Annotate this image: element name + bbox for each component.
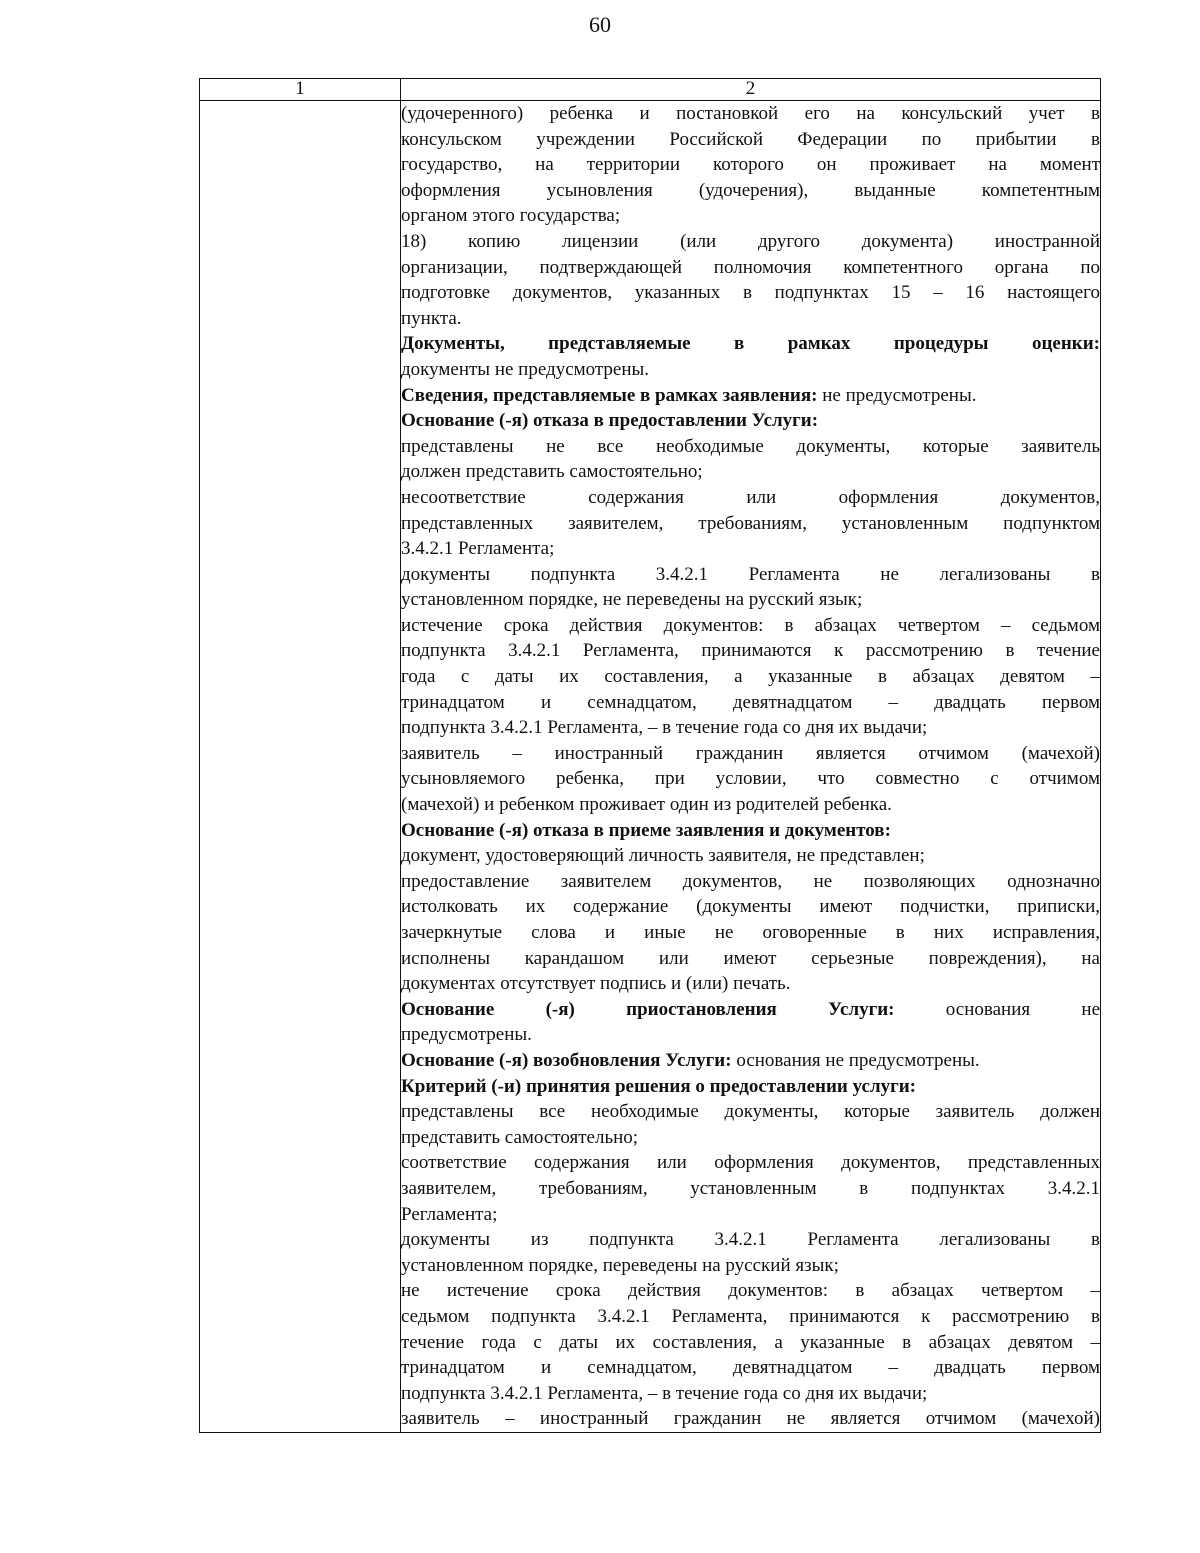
line-text: представленных заявителем, требованиям, установленным подпунктом (401, 512, 1100, 534)
text-line (401, 1048, 1100, 1074)
line-text: заявитель – иностранный гражданин является отчимом (мачехой) (401, 742, 1100, 764)
line-text: предоставление заявителем документов, не позволяющих однозначно (401, 870, 1100, 892)
text-line (401, 383, 1100, 409)
line-text: заявителем, требованиям, установленным в подпунктах 3.4.2.1 (401, 1177, 1100, 1199)
line-text: органом этого государства; (401, 205, 621, 227)
line-text: несоответствие содержания или оформления документов, (401, 486, 1100, 508)
line-text: (удочеренного) ребенка и постановкой его на консульский учет в (401, 103, 1100, 124)
text-line (401, 1202, 1100, 1228)
line-text: истолковать их содержание (документы имеют подчистки, приписки, (401, 896, 1100, 918)
content-table (199, 78, 1101, 1433)
line-text: Регламента; (401, 1203, 498, 1225)
text-line (401, 562, 1100, 588)
line-text: должен представить самостоятельно; (401, 461, 703, 483)
text-line (401, 408, 1100, 434)
line-text: установленном порядке, не переведены на русский язык; (401, 589, 863, 611)
column-header-1: 1 (200, 79, 401, 101)
text-line (401, 971, 1100, 997)
bold-heading: Основание (-я) отказа в приеме заявления и документов: (401, 819, 891, 841)
line-text: 18) копию лицензии (или другого документа) иностранной (401, 230, 1100, 252)
text-line (401, 101, 1100, 127)
bold-heading: Основание (-я) отказа в предоставлении Услуги: (401, 410, 819, 432)
line-text: подготовке документов, указанных в подпунктах 15 – 16 настоящего (401, 282, 1100, 304)
text-line (401, 818, 1100, 844)
bold-heading: Сведения, представляемые в рамках заявления: (401, 384, 818, 406)
text-line (401, 536, 1100, 562)
text-line (401, 1022, 1100, 1048)
text-line (401, 255, 1100, 281)
line-text: оформления усыновления (удочерения), выданные компетентным (401, 179, 1100, 201)
line-text: государство, на территории которого он проживает на момент (401, 154, 1100, 176)
text-line (401, 1074, 1100, 1100)
line-text: документы из подпункта 3.4.2.1 Регламента легализованы в (401, 1229, 1100, 1251)
bold-heading: Документы, представляемые в рамках процедуры оценки: (401, 333, 1100, 355)
text-line (401, 843, 1100, 869)
bold-heading: Критерий (-и) принятия решения о предоставлении услуги: (401, 1075, 917, 1097)
text-line (401, 1253, 1100, 1279)
text-line (401, 1304, 1100, 1330)
text-line (401, 792, 1100, 818)
line-text: подпункта 3.4.2.1 Регламента, – в течение года со дня их выдачи; (401, 1382, 928, 1404)
line-text: не истечение срока действия документов: в абзацах четвертом – (401, 1280, 1100, 1302)
text-line (401, 1227, 1100, 1253)
line-text: предусмотрены. (401, 1024, 532, 1046)
text-line (401, 1406, 1100, 1432)
line-text: документы не предусмотрены. (401, 358, 650, 380)
text-line (401, 613, 1100, 639)
text-line (401, 203, 1100, 229)
line-text: течение года с даты их составления, а указанные в абзацах девятом – (401, 1331, 1100, 1353)
text-line (401, 715, 1100, 741)
text-line (401, 280, 1100, 306)
text-line (401, 997, 1100, 1023)
text-line (401, 152, 1100, 178)
line-text: исполнены карандашом или имеют серьезные повреждения), на (401, 947, 1100, 969)
line-text: документ, удостоверяющий личность заявителя, не представлен; (401, 845, 925, 867)
text-line (401, 306, 1100, 332)
line-text: 3.4.2.1 Регламента; (401, 538, 555, 560)
column-header-2: 2 (401, 79, 1101, 101)
text-line (401, 638, 1100, 664)
text-line (401, 766, 1100, 792)
table-cell-column-1 (200, 101, 401, 1433)
text-lines (401, 101, 1100, 1432)
text-line (401, 1099, 1100, 1125)
bold-heading: Основание (-я) возобновления Услуги: (401, 1049, 732, 1071)
line-text: представить самостоятельно; (401, 1126, 639, 1148)
text-line (401, 869, 1100, 895)
text-line (401, 127, 1100, 153)
line-text: заявитель – иностранный гражданин не является отчимом (мачехой) (401, 1408, 1100, 1430)
line-text: основания не (894, 998, 1100, 1020)
line-text: зачеркнутые слова и иные не оговоренные в них исправления, (401, 922, 1100, 943)
text-line (401, 690, 1100, 716)
text-line (401, 1150, 1100, 1176)
line-text: (мачехой) и ребенком проживает один из родителей ребенка. (401, 794, 892, 816)
line-text: тринадцатом и семнадцатом, девятнадцатом – двадцать первом (401, 691, 1100, 713)
line-text: седьмом подпункта 3.4.2.1 Регламента, принимаются к рассмотрению в (401, 1305, 1100, 1327)
text-line (401, 1125, 1100, 1151)
line-text: установленном порядке, переведены на русский язык; (401, 1254, 839, 1276)
line-text: подпункта 3.4.2.1 Регламента, – в течение года со дня их выдачи; (401, 717, 928, 739)
line-text: консульском учреждении Российской Федерации по прибытии в (401, 128, 1100, 150)
table-row (200, 101, 1101, 1433)
text-line (401, 434, 1100, 460)
text-line (401, 920, 1100, 946)
text-line (401, 587, 1100, 613)
text-line (401, 331, 1100, 357)
text-line (401, 741, 1100, 767)
text-line (401, 1330, 1100, 1356)
text-line (401, 459, 1100, 485)
table-header-row (200, 79, 1101, 101)
text-line (401, 946, 1100, 972)
line-text: представлены все необходимые документы, которые заявитель должен (401, 1101, 1100, 1123)
text-line (401, 511, 1100, 537)
text-line (401, 1355, 1100, 1381)
bold-heading: Основание (-я) приостановления Услуги: (401, 998, 895, 1020)
line-text: усыновляемого ребенка, при условии, что совместно с отчимом (401, 768, 1100, 790)
text-line (401, 1176, 1100, 1202)
text-line (401, 229, 1100, 255)
text-line (401, 1381, 1100, 1407)
text-line (401, 178, 1100, 204)
text-line (401, 894, 1100, 920)
text-line (401, 1278, 1100, 1304)
line-text: тринадцатом и семнадцатом, девятнадцатом – двадцать первом (401, 1357, 1100, 1379)
text-line (401, 357, 1100, 383)
line-text: года с даты их составления, а указанные в абзацах девятом – (401, 666, 1100, 688)
line-text: организации, подтверждающей полномочия компетентного органа по (401, 256, 1100, 278)
text-line (401, 664, 1100, 690)
line-text: документах отсутствует подпись и (или) печать. (401, 973, 791, 995)
line-text: документы подпункта 3.4.2.1 Регламента не легализованы в (401, 563, 1100, 585)
page-number: 60 (589, 12, 611, 37)
text-line (401, 485, 1100, 511)
line-text: подпункта 3.4.2.1 Регламента, принимаются к рассмотрению в течение (401, 640, 1100, 662)
line-text: истечение срока действия документов: в абзацах четвертом – седьмом (401, 614, 1100, 636)
line-text: основания не предусмотрены. (731, 1049, 980, 1071)
line-text: пункта. (401, 307, 462, 329)
line-text: представлены не все необходимые документы, которые заявитель (401, 435, 1100, 457)
line-text: соответствие содержания или оформления документов, представленных (401, 1152, 1100, 1174)
line-text: не предусмотрены. (817, 384, 977, 406)
table-cell-column-2 (401, 101, 1101, 1433)
